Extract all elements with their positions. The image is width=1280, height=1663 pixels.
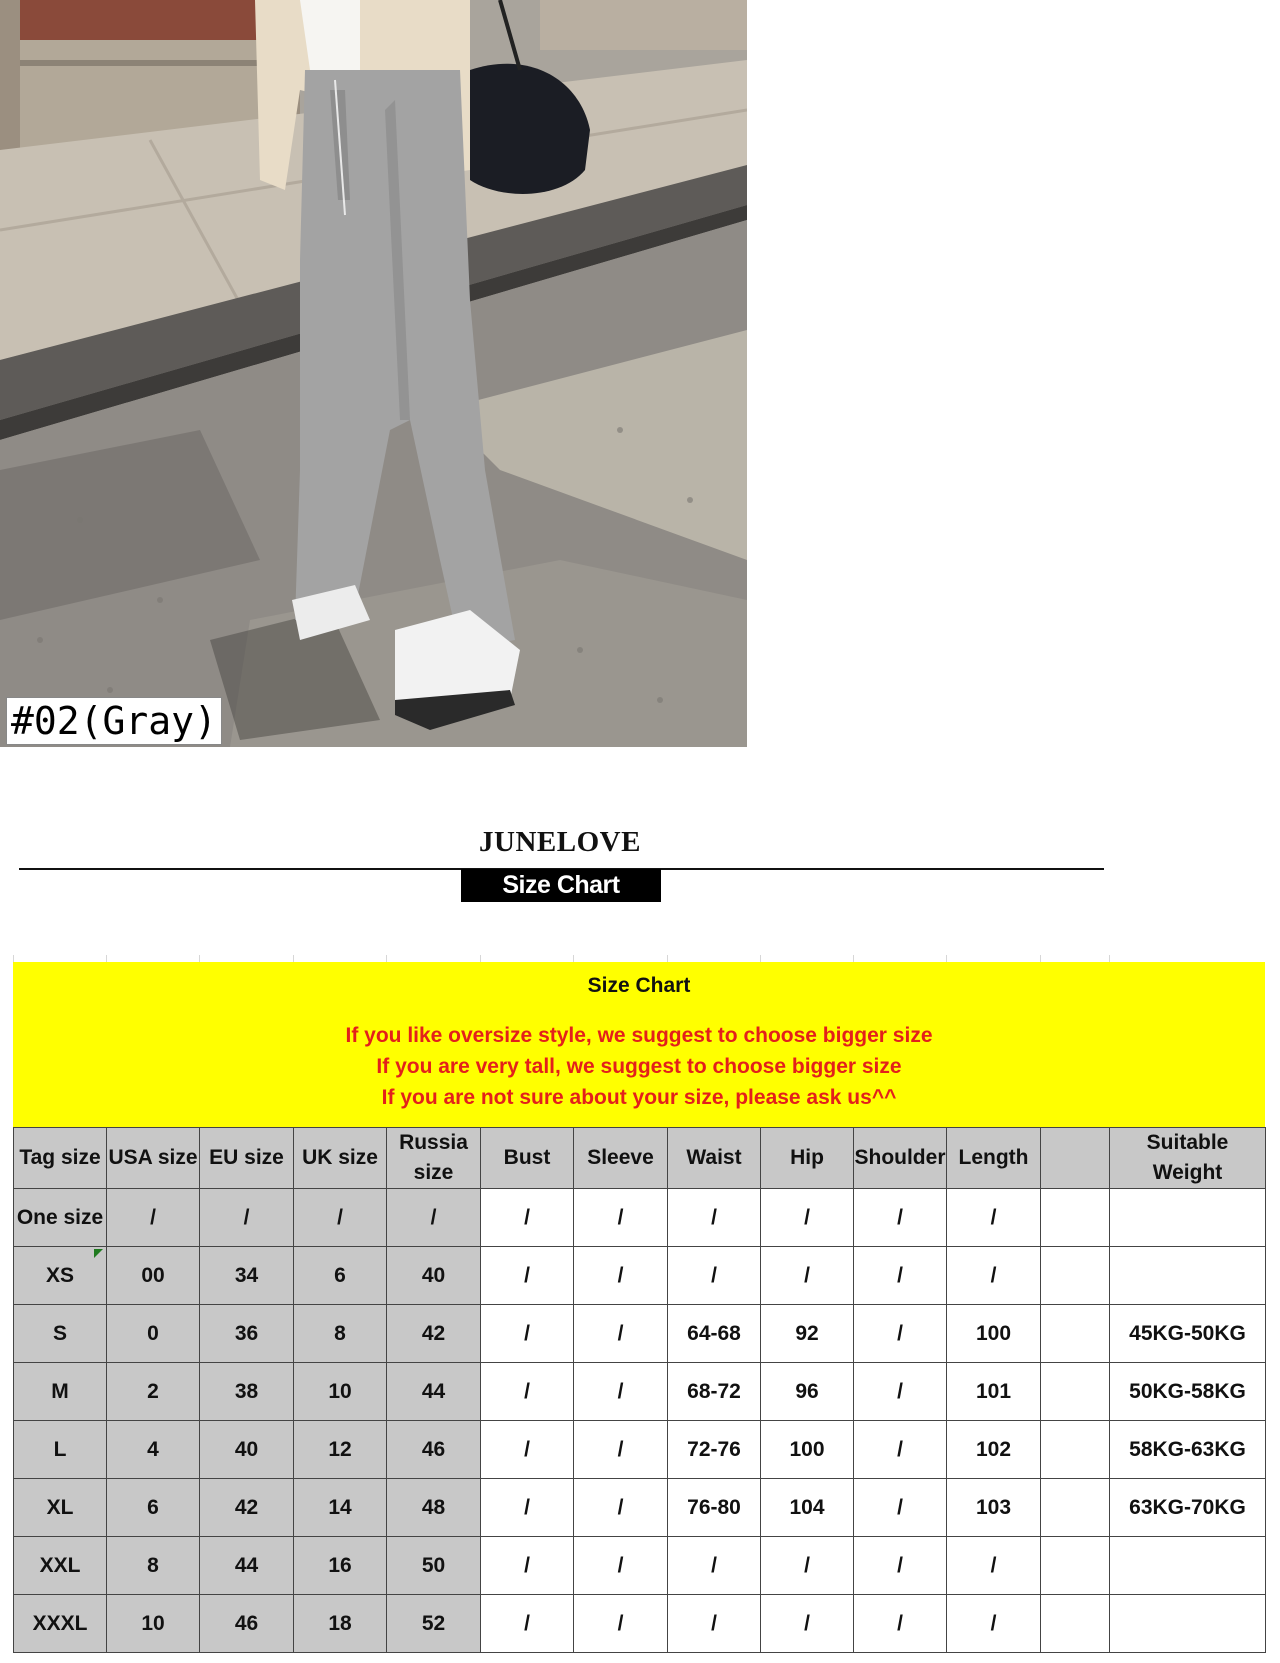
size-chart-banner: Size Chart [461,869,661,902]
table-cell: 72-76 [668,1421,761,1479]
table-cell: 68-72 [668,1363,761,1421]
table-cell: / [107,1189,200,1247]
table-cell: 46 [200,1595,294,1653]
table-cell: / [854,1247,947,1305]
table-cell: 100 [947,1305,1041,1363]
table-cell: 0 [107,1305,200,1363]
table-cell [1041,1421,1110,1479]
table-cell: / [854,1421,947,1479]
table-cell [1110,1595,1266,1653]
table-cell: 44 [387,1363,481,1421]
table-cell: / [574,1189,668,1247]
color-variant-label: #02(Gray) [6,697,222,745]
table-cell: 18 [294,1595,387,1653]
table-cell [1110,1537,1266,1595]
table-cell: / [761,1189,854,1247]
size-table [13,1127,1266,1653]
table-cell: 8 [294,1305,387,1363]
table-cell: / [574,1363,668,1421]
product-photo [0,0,747,747]
table-cell: / [668,1189,761,1247]
size-chart-notice [13,962,1265,1132]
size-table-body [14,1189,1266,1653]
table-cell: 58KG-63KG [1110,1421,1266,1479]
table-cell: / [761,1595,854,1653]
table-cell: 14 [294,1479,387,1537]
table-cell: / [761,1537,854,1595]
table-row [14,1305,1266,1363]
table-cell: / [387,1189,481,1247]
table-cell: / [574,1247,668,1305]
table-cell: / [574,1479,668,1537]
table-cell: 102 [947,1421,1041,1479]
table-cell: / [574,1537,668,1595]
table-cell: 10 [294,1363,387,1421]
table-row [14,1421,1266,1479]
table-cell: / [200,1189,294,1247]
table-cell: / [668,1595,761,1653]
brand-name: JUNELOVE [479,826,641,858]
table-cell: 36 [200,1305,294,1363]
tag-size-cell: XXL [14,1537,107,1595]
column-header: Hip [761,1128,854,1189]
table-header-row [14,1128,1266,1189]
table-cell: / [854,1537,947,1595]
table-cell: / [481,1479,574,1537]
table-cell: 76-80 [668,1479,761,1537]
table-cell: / [947,1595,1041,1653]
table-cell: / [854,1305,947,1363]
tag-size-cell: XXXL [14,1595,107,1653]
table-cell: / [481,1595,574,1653]
table-cell: 101 [947,1363,1041,1421]
table-cell [1110,1247,1266,1305]
table-row [14,1247,1266,1305]
table-cell: 100 [761,1421,854,1479]
table-cell: / [481,1537,574,1595]
table-cell: / [947,1537,1041,1595]
column-header [1041,1128,1110,1189]
sizing-note: If you are very tall, we suggest to choose bigger size [376,1055,902,1078]
table-cell [1041,1305,1110,1363]
table-cell: / [761,1247,854,1305]
table-cell: 8 [107,1537,200,1595]
column-header: Shoulder [854,1128,947,1189]
table-row [14,1479,1266,1537]
table-cell [1041,1247,1110,1305]
table-row [14,1363,1266,1421]
table-cell: / [481,1189,574,1247]
table-cell: 103 [947,1479,1041,1537]
tag-size-cell: M [14,1363,107,1421]
table-cell: 34 [200,1247,294,1305]
tag-size-cell: XL [14,1479,107,1537]
table-cell: 6 [107,1479,200,1537]
table-row [14,1189,1266,1247]
table-cell [1041,1189,1110,1247]
column-header: EU size [200,1128,294,1189]
table-cell: 40 [200,1421,294,1479]
column-header: Bust [481,1128,574,1189]
table-cell [1041,1479,1110,1537]
tag-size-cell: XS [14,1247,107,1305]
table-cell: 50KG-58KG [1110,1363,1266,1421]
table-cell: / [668,1537,761,1595]
table-cell: 40 [387,1247,481,1305]
table-cell: 50 [387,1537,481,1595]
column-header: Sleeve [574,1128,668,1189]
table-cell [1041,1363,1110,1421]
table-cell: 2 [107,1363,200,1421]
column-header: Waist [668,1128,761,1189]
table-cell: 52 [387,1595,481,1653]
table-cell: 6 [294,1247,387,1305]
table-cell: 45KG-50KG [1110,1305,1266,1363]
column-header: Length [947,1128,1041,1189]
table-cell: 104 [761,1479,854,1537]
table-cell: 92 [761,1305,854,1363]
column-header: UK size [294,1128,387,1189]
table-cell: 44 [200,1537,294,1595]
table-cell: / [947,1189,1041,1247]
table-cell: 96 [761,1363,854,1421]
table-cell [1110,1189,1266,1247]
table-row [14,1537,1266,1595]
table-cell: / [294,1189,387,1247]
table-cell: / [947,1247,1041,1305]
table-cell: / [481,1363,574,1421]
sizing-note: If you are not sure about your size, please ask us^^ [381,1086,897,1109]
tag-size-cell: S [14,1305,107,1363]
table-cell: 38 [200,1363,294,1421]
table-cell: / [854,1189,947,1247]
street-scene-illustration [0,0,747,747]
tag-size-cell: L [14,1421,107,1479]
table-cell: 12 [294,1421,387,1479]
table-row [14,1595,1266,1653]
table-cell: / [854,1595,947,1653]
table-cell: 46 [387,1421,481,1479]
table-cell: / [481,1421,574,1479]
table-cell: 16 [294,1537,387,1595]
table-cell: 00 [107,1247,200,1305]
column-header: Suitable Weight [1110,1128,1266,1189]
table-cell: 4 [107,1421,200,1479]
table-cell: 42 [200,1479,294,1537]
table-cell: / [574,1305,668,1363]
table-cell [1041,1537,1110,1595]
table-cell: 10 [107,1595,200,1653]
column-header: Tag size [14,1128,107,1189]
table-cell: / [574,1595,668,1653]
table-cell: / [854,1363,947,1421]
table-cell: / [574,1421,668,1479]
table-cell: 48 [387,1479,481,1537]
table-cell: / [481,1305,574,1363]
table-cell: / [668,1247,761,1305]
table-cell: / [481,1247,574,1305]
table-cell [1041,1595,1110,1653]
cell-comment-marker [94,1249,103,1258]
size-chart-title: Size Chart [587,974,691,997]
table-cell: 42 [387,1305,481,1363]
table-cell: 64-68 [668,1305,761,1363]
table-cell: / [854,1479,947,1537]
sizing-note: If you like oversize style, we suggest to choose bigger size [345,1024,933,1047]
size-chart-sheet [0,955,1280,1663]
column-header: USA size [107,1128,200,1189]
column-header: Russia size [387,1128,481,1189]
table-cell: 63KG-70KG [1110,1479,1266,1537]
tag-size-cell: One size [14,1189,107,1247]
